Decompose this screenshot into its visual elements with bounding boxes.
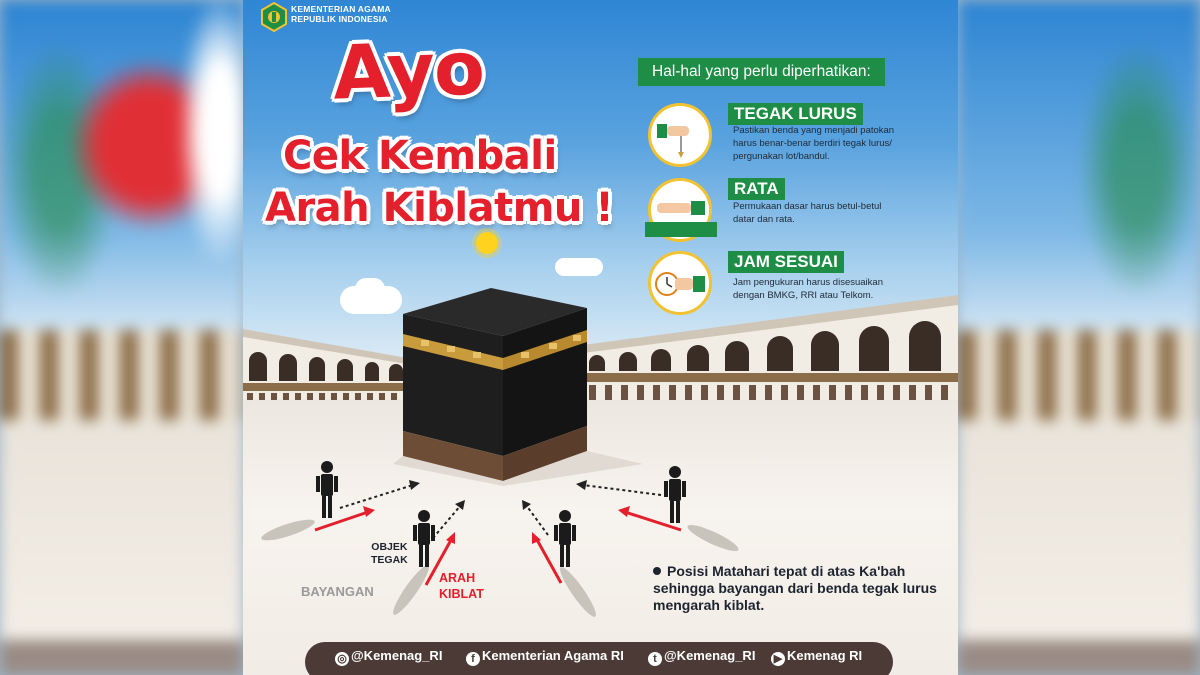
headline-line-2: Cek Kembali — [283, 133, 557, 179]
shadow — [389, 562, 433, 618]
label-kiblat: KIBLAT — [439, 587, 484, 601]
facebook-icon: f — [466, 652, 480, 666]
tip-desc-jam-sesuai: Jam pengukuran harus disesuaikan dengan BMKG, RRI atau Telkom. — [733, 277, 883, 301]
label-objek: OBJEK — [371, 541, 408, 553]
sun-icon — [476, 232, 498, 254]
twitter-icon: t — [648, 652, 662, 666]
shadow — [685, 521, 741, 556]
headline-line-1: Ayo — [331, 25, 486, 117]
label-bayangan: BAYANGAN — [301, 584, 374, 599]
youtube-link[interactable] — [771, 648, 862, 666]
tips-heading: Hal-hal yang perlu diperhatikan: — [638, 58, 885, 86]
twitter-link[interactable] — [648, 648, 755, 666]
note-text: Posisi Matahari tepat di atas Ka'bah sehingga bayangan dari benda tegak lurus mengarah kiblat. — [653, 563, 937, 613]
person-figure — [316, 461, 338, 518]
tip-title-tegak-lurus: TEGAK LURUS — [728, 103, 863, 125]
shadow — [260, 516, 317, 545]
direction-dotted-arrow — [583, 485, 661, 495]
tip-desc-rata: Permukaan dasar harus betul-betul datar dan rata. — [733, 201, 882, 225]
org-name — [291, 4, 391, 24]
org-line-2: REPUBLIK INDONESIA — [291, 14, 388, 24]
facebook-link[interactable] — [466, 648, 624, 666]
cloud — [355, 278, 385, 300]
label-objek-tegak — [371, 541, 408, 567]
tip-title-jam-sesuai: JAM SESUAI — [728, 251, 844, 273]
youtube-icon: ▶ — [771, 652, 785, 666]
person-figure — [554, 510, 576, 567]
label-tegak: TEGAK — [371, 554, 408, 566]
cloud — [555, 258, 603, 276]
direction-dotted-arrow — [526, 505, 548, 535]
label-arah: ARAH — [439, 571, 476, 585]
direction-dotted-arrow — [433, 505, 461, 538]
direction-dotted-arrow — [340, 485, 413, 508]
tip-desc-tegak-lurus: Pastikan benda yang menjadi patokan harus benar-benar berdiri tegak lurus/ pergunakan lot/bandul. — [733, 125, 895, 162]
blurred-background-right — [958, 0, 1200, 675]
person-figure — [413, 510, 435, 567]
blurred-background-left — [0, 0, 243, 675]
kemenag-logo — [259, 2, 289, 32]
shadow — [556, 564, 600, 620]
instagram-icon: ◎ — [335, 652, 349, 666]
facebook-handle: Kementerian Agama RI — [482, 648, 624, 663]
instagram-handle: @Kemenag_RI — [351, 648, 443, 663]
instagram-link[interactable] — [335, 648, 442, 666]
sun-position-note — [653, 563, 943, 614]
qibla-red-arrow — [536, 538, 561, 583]
headline-line-3: Arah Kiblatmu ! — [265, 185, 614, 231]
plumb-line-icon — [648, 103, 712, 167]
bullet-dot — [653, 567, 661, 575]
label-arah-kiblat — [439, 570, 484, 602]
org-line-1: KEMENTERIAN AGAMA — [291, 4, 391, 14]
flat-surface-bar — [645, 222, 717, 237]
tip-title-rata: RATA — [728, 178, 785, 200]
qibla-poster — [243, 0, 958, 675]
person-figure — [664, 466, 686, 523]
youtube-handle: Kemenag RI — [787, 648, 863, 663]
twitter-handle: @Kemenag_RI — [664, 648, 756, 663]
